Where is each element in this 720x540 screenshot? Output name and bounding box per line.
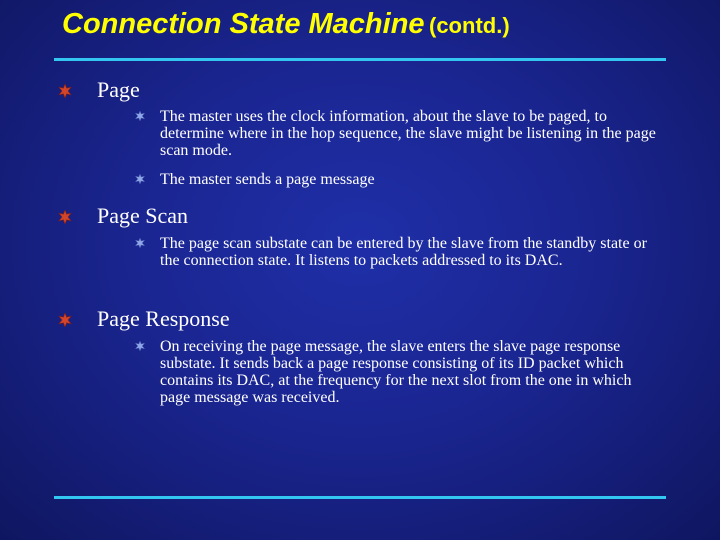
- point-page-2: The master sends a page message: [160, 171, 375, 188]
- slide-title-suffix: (contd.): [429, 13, 510, 38]
- bullet-level1-icon: [58, 84, 72, 98]
- slide-title: [62, 8, 510, 41]
- point-page-scan-1: The page scan substate can be entered by the slave from the standby state or the connection state. It listens to packets addressed to its DAC.: [160, 235, 647, 269]
- top-divider: [54, 58, 666, 61]
- point-page-1: The master uses the clock information, about the slave to be paged, to determine where in the hop sequence, the slave might be listening in the page scan mode.: [160, 108, 656, 159]
- section-heading-page-scan: Page Scan: [97, 203, 189, 228]
- bottom-divider: [54, 496, 666, 499]
- bullet-level2-icon: [135, 238, 145, 248]
- bullet-level2-icon: [135, 174, 145, 184]
- bullet-level2-icon: [135, 111, 145, 121]
- section-heading-page: Page: [97, 77, 140, 102]
- point-page-response-1: On receiving the page message, the slave enters the slave page response substate. It sends back a page response consisting of its ID packet which contains its DAC, at the frequency for the next slot from the one in which page message was received.: [160, 338, 632, 406]
- section-heading-page-response: Page Response: [97, 306, 230, 331]
- bullet-level1-icon: [58, 210, 72, 224]
- bullet-level2-icon: [135, 341, 145, 351]
- bullet-level1-icon: [58, 313, 72, 327]
- slide-title-main: Connection State Machine: [62, 8, 425, 40]
